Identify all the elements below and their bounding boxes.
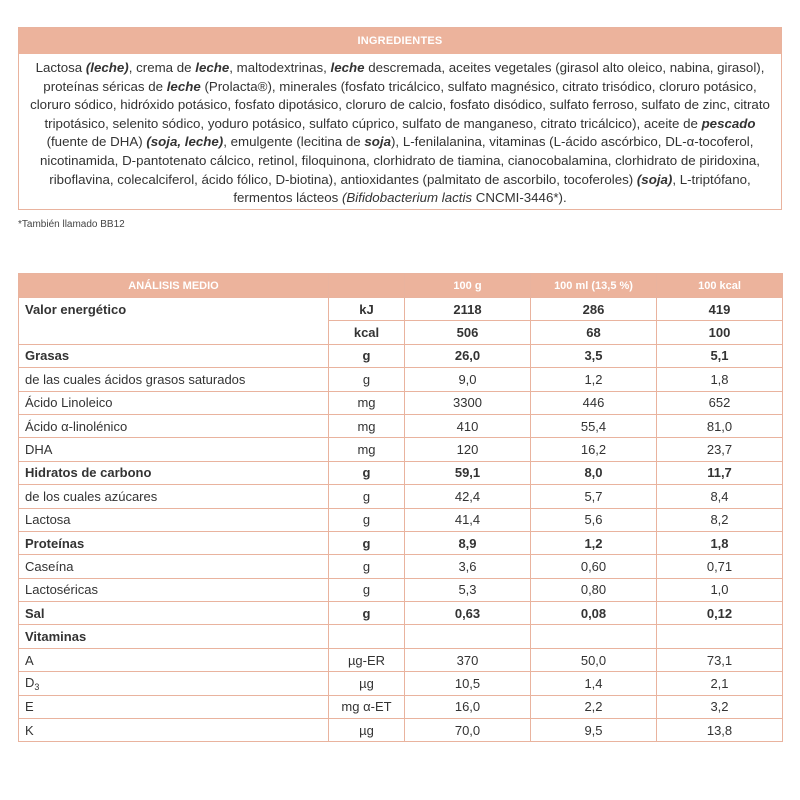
row-label	[19, 555, 329, 578]
row-label-text: Valor energético	[25, 302, 127, 317]
ingredients-segment: CNCMI-3446*).	[472, 190, 567, 206]
row-label-text: D	[25, 674, 35, 690]
value-100ml: 2,2	[531, 695, 657, 718]
table-row	[19, 555, 783, 578]
row-label-text: DHA	[25, 442, 53, 458]
value-100g: 26,0	[405, 344, 531, 367]
ingredients-segment: descremada, aceites vegetales (girasol alto oleico, nabina, girasol), proteínas séricas de	[43, 60, 765, 94]
row-label-text: Caseína	[25, 558, 74, 574]
row-unit: mg	[329, 391, 405, 414]
table-row	[19, 648, 783, 671]
ingredients-segment: , crema de	[128, 60, 196, 75]
value-100kcal: 13,8	[657, 719, 783, 742]
row-unit: µg-ER	[329, 648, 405, 671]
row-unit: mg α-ET	[329, 695, 405, 718]
nutrition-table	[18, 273, 783, 742]
row-label	[19, 344, 329, 367]
row-unit: kcal	[329, 321, 405, 344]
header-unit	[329, 274, 405, 298]
footnote: *También llamado BB12	[18, 219, 125, 230]
value-100ml: 1,4	[531, 672, 657, 695]
value-100ml: 5,7	[531, 485, 657, 508]
header-100g: 100 g	[405, 274, 531, 298]
table-row	[19, 695, 783, 718]
value-100kcal: 5,1	[657, 344, 783, 367]
row-label	[19, 602, 329, 625]
value-100ml: 55,4	[531, 414, 657, 437]
row-unit: µg	[329, 672, 405, 695]
row-label	[19, 368, 329, 391]
value-100kcal: 2,1	[657, 672, 783, 695]
value-100kcal: 1,8	[657, 531, 783, 554]
row-label	[19, 391, 329, 414]
row-label	[19, 438, 329, 461]
ingredients-box	[18, 27, 782, 210]
ingredients-segment: (soja)	[636, 171, 673, 187]
value-100ml: 0,80	[531, 578, 657, 601]
value-100ml: 0,08	[531, 602, 657, 625]
value-100ml: 9,5	[531, 719, 657, 742]
value-100ml: 3,5	[531, 344, 657, 367]
value-100g: 41,4	[405, 508, 531, 531]
ingredients-segment: leche	[166, 78, 201, 94]
row-unit: g	[329, 344, 405, 367]
row-label-text: A	[25, 652, 34, 668]
table-row	[19, 602, 783, 625]
table-row	[19, 508, 783, 531]
value-100kcal: 8,4	[657, 485, 783, 508]
table-row	[19, 578, 783, 601]
value-100ml: 16,2	[531, 438, 657, 461]
ingredients-segment: (Prolacta®), minerales (fosfato tricálcico, sulfato magnésico, citrato trisódico, cloruro potásico, cloruro sódico, hidróxido potásico, fosfato dipotásico, cloruro de calcio, fosfato disódico, sulfato ferroso, sulfato de zinc, citrato tripotásico, selenito sódico, yoduro potásico, sulfato cúprico, sulfato de manganeso, citrato tricálcico), aceite de	[30, 78, 770, 131]
table-row	[19, 485, 783, 508]
table-header-row	[19, 274, 783, 298]
value-100ml: 1,2	[531, 368, 657, 391]
row-label	[19, 695, 329, 718]
value-100g: 3,6	[405, 555, 531, 578]
row-unit: g	[329, 602, 405, 625]
ingredients-segment: (Bifidobacterium lactis	[342, 190, 473, 206]
row-label	[19, 508, 329, 531]
ingredients-segment: , maltodextrinas,	[229, 60, 331, 75]
ingredients-segment: soja	[364, 134, 391, 150]
row-unit: g	[329, 555, 405, 578]
row-label	[19, 625, 329, 648]
table-row	[19, 719, 783, 742]
value-100kcal: 419	[657, 298, 783, 321]
row-label-text: Hidratos de carbono	[25, 465, 152, 481]
row-label	[19, 298, 329, 345]
value-100g: 8,9	[405, 531, 531, 554]
ingredients-segment: (soja, leche)	[146, 134, 224, 150]
row-label-text: Lactoséricas	[25, 582, 98, 598]
ingredients-segment: , L-triptófano, fermentos lácteos	[233, 171, 751, 206]
row-unit: mg	[329, 414, 405, 437]
value-100g: 3300	[405, 391, 531, 414]
row-label	[19, 719, 329, 742]
value-100ml: 5,6	[531, 508, 657, 531]
value-100g: 410	[405, 414, 531, 437]
value-100ml: 286	[531, 298, 657, 321]
row-label-text: Proteínas	[25, 535, 85, 551]
ingredients-segment: , emulgente (lecitina de	[223, 134, 365, 150]
value-100kcal: 652	[657, 391, 783, 414]
row-label	[19, 672, 329, 695]
row-label	[19, 485, 329, 508]
row-label	[19, 531, 329, 554]
ingredients-segment: (fuente de DHA)	[46, 134, 147, 150]
value-100g: 5,3	[405, 578, 531, 601]
value-100g: 0,63	[405, 602, 531, 625]
value-100kcal: 11,7	[657, 461, 783, 484]
value-100g: 42,4	[405, 485, 531, 508]
value-100kcal: 1,0	[657, 578, 783, 601]
value-100ml	[531, 625, 657, 648]
table-row	[19, 531, 783, 554]
row-label-text: Grasas	[25, 348, 70, 364]
row-label	[19, 461, 329, 484]
header-100kcal: 100 kcal	[657, 274, 783, 298]
ingredients-segment: ), L-fenilalanina, vitaminas (L-ácido ascórbico, DL-α-tocoferol, nicotinamida, D-pantotenato cálcico, retinol, filoquinona, clorhidrato de tiamina, cianocobalamina, clorhidrato de piridoxina, riboflavina, colecalciferol, ácido fólico, D-biotina), antioxidantes (palmitato de ascorbilo, tocoferoles)	[40, 134, 760, 187]
row-label-text: Ácido α-linolénico	[25, 418, 128, 434]
value-100ml: 1,2	[531, 531, 657, 554]
row-unit: g	[329, 508, 405, 531]
value-100g: 16,0	[405, 695, 531, 718]
row-label	[19, 648, 329, 671]
table-row	[19, 625, 783, 648]
value-100g: 59,1	[405, 461, 531, 484]
row-unit	[329, 625, 405, 648]
value-100ml: 8,0	[531, 461, 657, 484]
value-100kcal: 81,0	[657, 414, 783, 437]
value-100ml: 50,0	[531, 648, 657, 671]
row-unit: g	[329, 578, 405, 601]
row-label	[19, 578, 329, 601]
row-unit: g	[329, 368, 405, 391]
row-label	[19, 414, 329, 437]
row-unit: g	[329, 461, 405, 484]
value-100kcal: 73,1	[657, 648, 783, 671]
table-row	[19, 391, 783, 414]
value-100ml: 68	[531, 321, 657, 344]
row-label-text: Lactosa	[25, 512, 71, 528]
value-100kcal: 3,2	[657, 695, 783, 718]
value-100g: 506	[405, 321, 531, 344]
table-row	[19, 461, 783, 484]
ingredients-segment: leche	[195, 60, 230, 75]
value-100g: 2118	[405, 298, 531, 321]
ingredients-segment: Lactosa	[35, 60, 86, 75]
ingredients-segment: pescado	[701, 115, 756, 131]
row-label-text: de los cuales azúcares	[25, 488, 158, 504]
ingredients-text	[19, 54, 781, 208]
row-unit: µg	[329, 719, 405, 742]
table-row	[19, 368, 783, 391]
value-100kcal: 0,71	[657, 555, 783, 578]
table-row	[19, 414, 783, 437]
row-label-text: Sal	[25, 605, 45, 621]
ingredients-segment: (leche)	[85, 60, 129, 75]
row-label-text: E	[25, 699, 34, 715]
header-100ml: 100 ml (13,5 %)	[531, 274, 657, 298]
value-100kcal: 0,12	[657, 602, 783, 625]
value-100kcal: 8,2	[657, 508, 783, 531]
row-label-text: de las cuales ácidos grasos saturados	[25, 371, 246, 387]
ingredients-header: INGREDIENTES	[19, 28, 781, 54]
row-unit: g	[329, 531, 405, 554]
table-row	[19, 298, 783, 321]
value-100g: 9,0	[405, 368, 531, 391]
table-row	[19, 672, 783, 695]
row-label-text: Vitaminas	[25, 629, 87, 645]
table-row	[19, 438, 783, 461]
header-analysis: ANÁLISIS MEDIO	[19, 274, 329, 298]
value-100g: 10,5	[405, 672, 531, 695]
row-label-text: Ácido Linoleico	[25, 395, 113, 411]
value-100g: 70,0	[405, 719, 531, 742]
row-unit: mg	[329, 438, 405, 461]
value-100g: 370	[405, 648, 531, 671]
row-label-subscript: 3	[34, 681, 40, 692]
value-100kcal: 1,8	[657, 368, 783, 391]
value-100kcal: 23,7	[657, 438, 783, 461]
table-row	[19, 344, 783, 367]
value-100kcal: 100	[657, 321, 783, 344]
row-label-text: K	[25, 722, 34, 738]
value-100g	[405, 625, 531, 648]
value-100ml: 446	[531, 391, 657, 414]
row-unit: g	[329, 485, 405, 508]
value-100ml: 0,60	[531, 555, 657, 578]
row-unit: kJ	[329, 298, 405, 321]
value-100kcal	[657, 625, 783, 648]
value-100g: 120	[405, 438, 531, 461]
ingredients-segment: leche	[330, 60, 365, 75]
